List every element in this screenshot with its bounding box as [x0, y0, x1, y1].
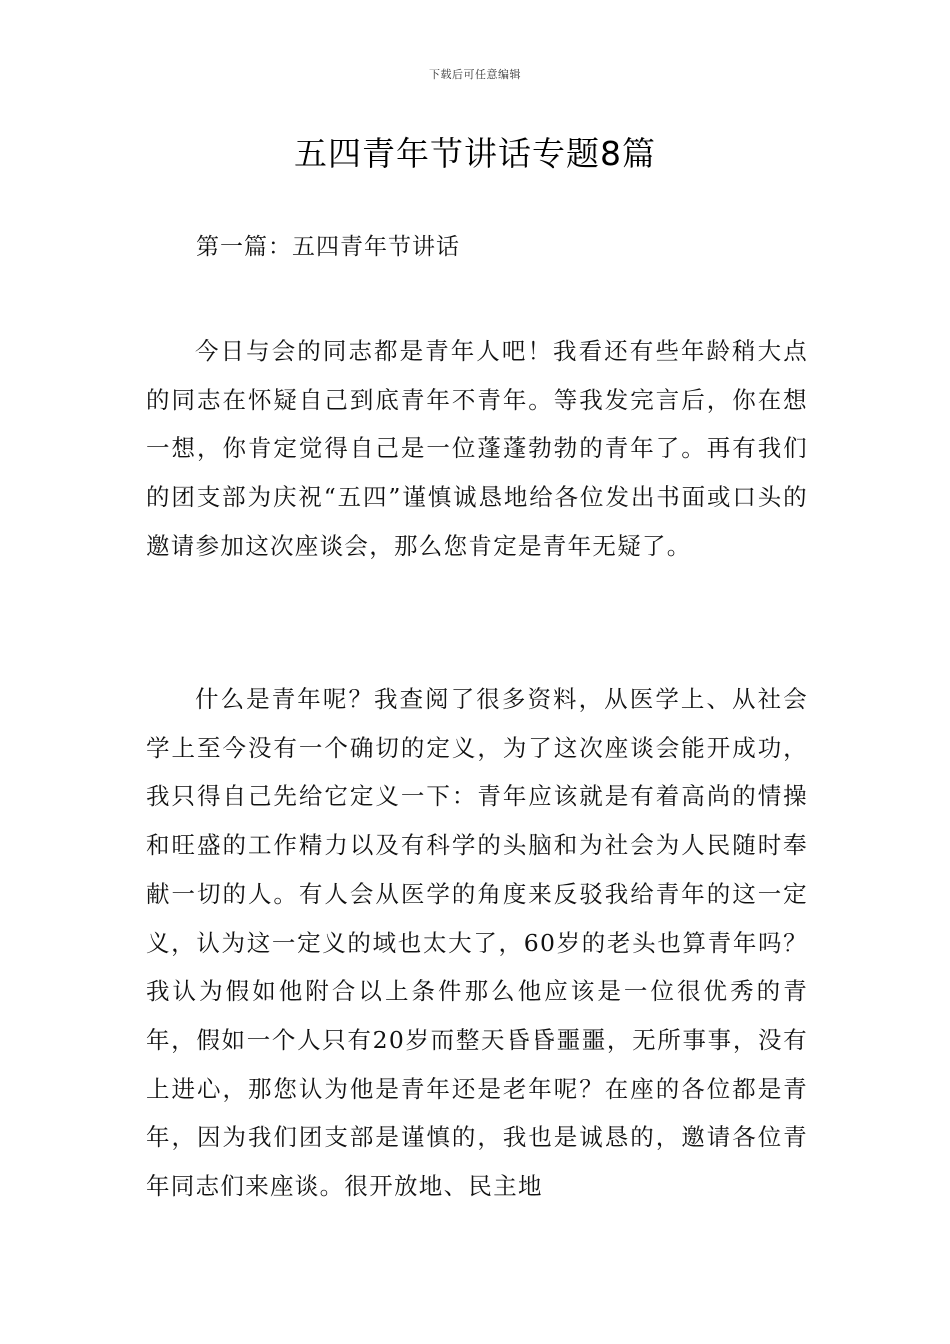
header-note: 下载后可任意编辑 — [429, 68, 521, 81]
paragraph: 什么是青年呢？我查阅了很多资料，从医学上、从社会学上至今没有一个确切的定义，为了这次座谈会能开成功，我只得自己先给它定义一下：青年应该就是有着高尚的情操和旺盛的工作精力以及有科学的头脑和为社会为人民随时奉献一切的人。有人会从医学的角度来反驳我给青年的这一定义，认为这一定义的域也太大了，60岁的老头也算青年吗？我认为假如他附合以上条件那么他应该是一位很优秀的青年，假如一个人只有20岁而整天昏昏噩噩，无所事事，没有上进心，那您认为他是青年还是老年呢？在座的各位都是青年，因为我们团支部是谨慎的，我也是诚恳的，邀请各位青年同志们来座谈。很开放地、民主地 — [146, 685, 808, 1201]
document-title: 五四青年节讲话专题8篇 — [294, 134, 656, 173]
paragraph: 今日与会的同志都是青年人吧！我看还有些年龄稍大点的同志在怀疑自己到底青年不青年。等我发完言后，你在想一想，你肯定觉得自己是一位蓬蓬勃勃的青年了。再有我们的团支部为庆祝“五四”谨慎诚恳地给各位发出书面或口头的邀请参加这次座谈会，那么您肯定是青年无疑了。 — [146, 337, 808, 560]
section-heading: 第一篇：五四青年节讲话 — [196, 234, 460, 260]
